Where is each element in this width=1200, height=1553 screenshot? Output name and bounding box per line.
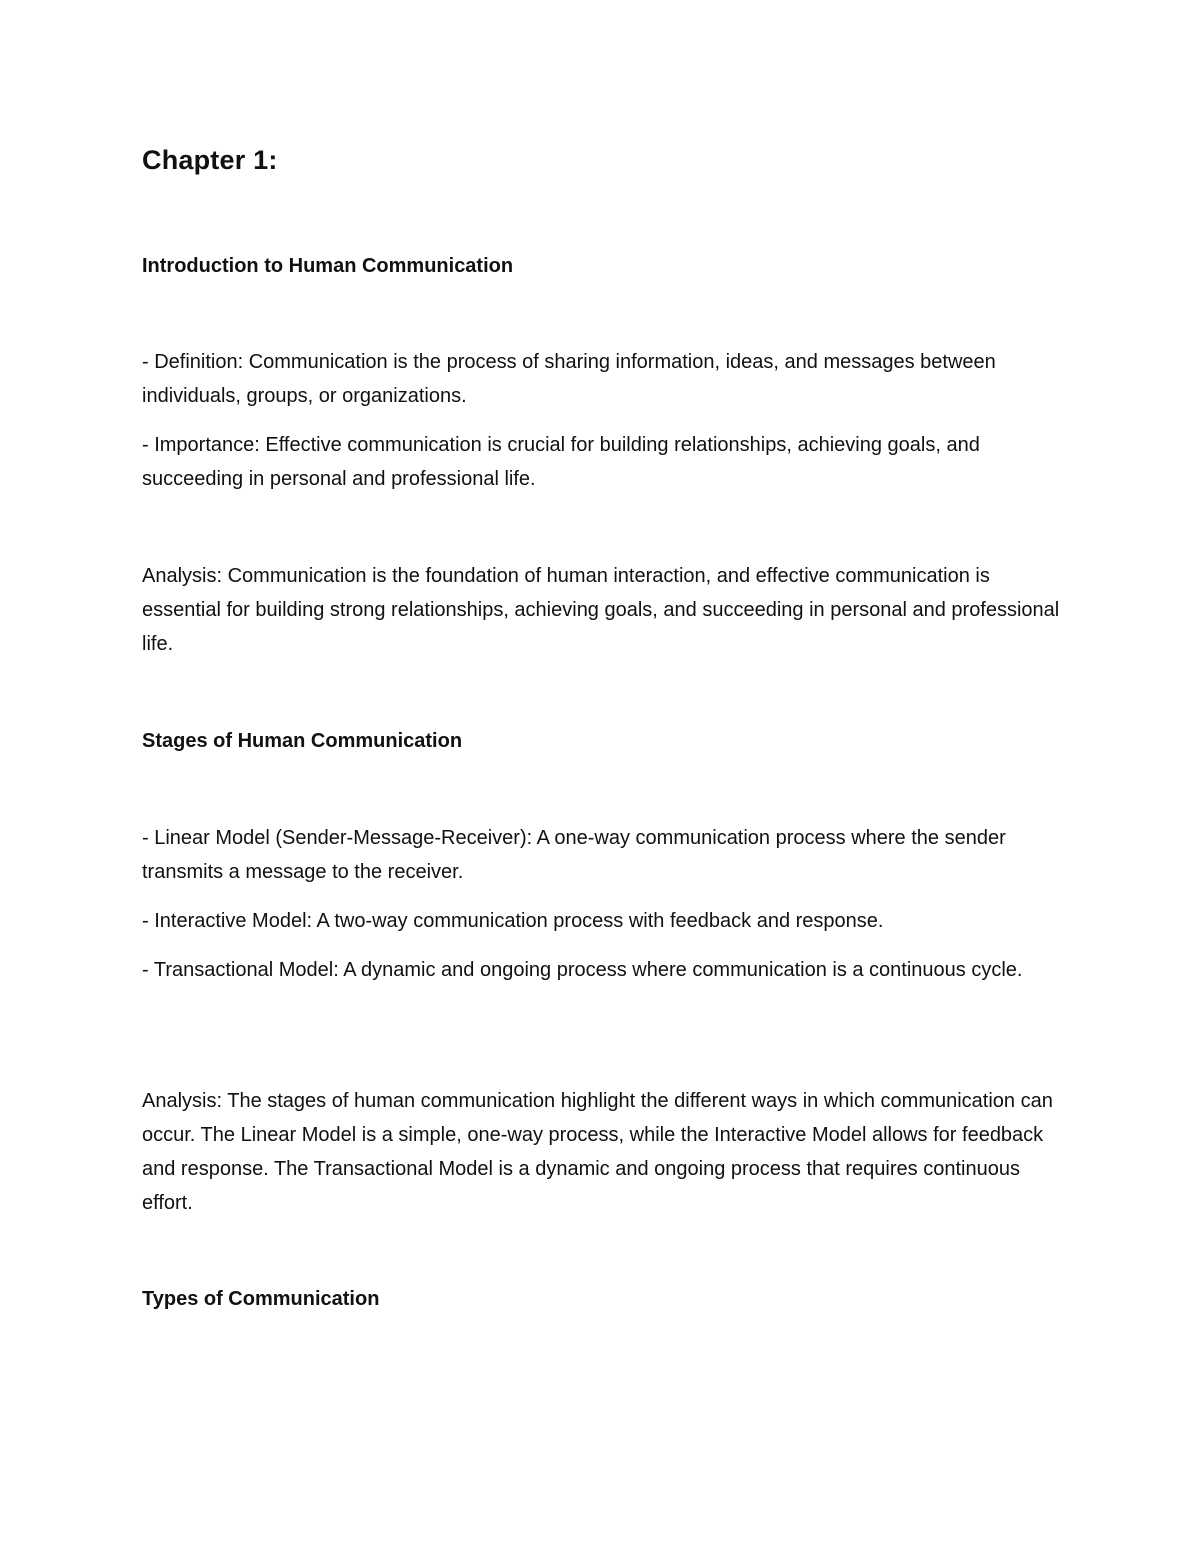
section-heading-stages: Stages of Human Communication — [142, 730, 463, 752]
introduction-analysis: Analysis: Communication is the foundation of human interaction, and effective communication is essential for building strong relationships, achieving goals, and succeeding in personal and professional life. — [142, 565, 1060, 655]
linear-model-bullet: - Linear Model (Sender-Message-Receiver): A one-way communication process where the sender transmits a message to the receiver. — [142, 827, 1006, 883]
importance-bullet: - Importance: Effective communication is crucial for building relationships, achieving goals, and succeeding in personal and professional life. — [142, 434, 980, 490]
chapter-title: Chapter 1: — [142, 145, 278, 175]
transactional-model-bullet: - Transactional Model: A dynamic and ongoing process where communication is a continuous cycle. — [142, 959, 1023, 981]
section-heading-types: Types of Communication — [142, 1288, 380, 1310]
section-heading-introduction: Introduction to Human Communication — [142, 255, 514, 277]
definition-bullet: - Definition: Communication is the process of sharing information, ideas, and messages between individuals, groups, or organizations. — [142, 351, 996, 407]
interactive-model-bullet: - Interactive Model: A two-way communication process with feedback and response. — [142, 910, 884, 932]
stages-analysis: Analysis: The stages of human communication highlight the different ways in which communication can occur. The Linear Model is a simple, one-way process, while the Interactive Model allows for feedback and response. The Transactional Model is a dynamic and ongoing process that requires continuous effort. — [142, 1090, 1053, 1214]
